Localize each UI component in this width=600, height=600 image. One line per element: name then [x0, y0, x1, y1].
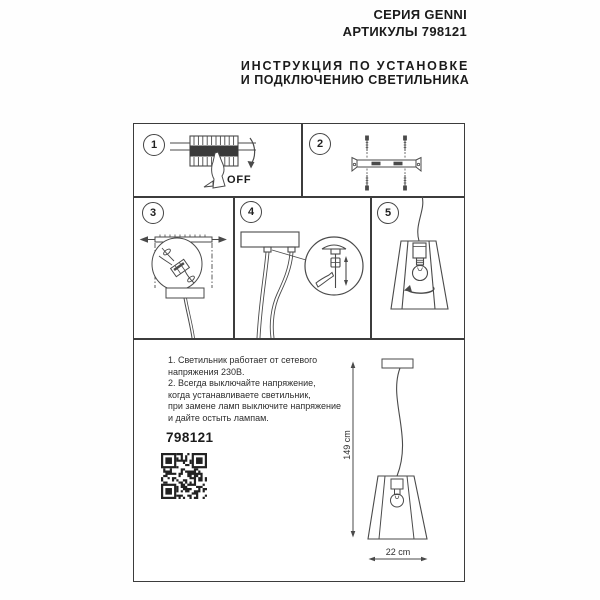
wiring-connection-illustration — [134, 196, 233, 338]
note-line: 1. Светильник работает от сетевого — [168, 355, 318, 365]
bulb-install-illustration — [370, 196, 464, 338]
note-line: при замене ламп выключите напряжение — [168, 401, 342, 412]
rotate-arrow-icon — [404, 285, 412, 292]
off-label: OFF — [227, 174, 252, 186]
step-3-number: 3 — [149, 207, 157, 219]
article-numbers: АРТИКУЛЫ 798121 — [342, 24, 467, 39]
title-line-1: ИНСТРУКЦИЯ ПО УСТАНОВКЕ — [240, 59, 470, 73]
breaker-off-illustration — [134, 124, 301, 196]
document-title — [223, 60, 487, 87]
cord-adjustment-illustration — [233, 196, 370, 338]
header-brand — [343, 6, 467, 40]
lamp-dimensions-illustration — [134, 338, 464, 581]
screw-icon — [404, 169, 407, 191]
arrow-left-icon — [141, 237, 148, 242]
step-2-number: 2 — [316, 138, 324, 150]
title-line-2: И ПОДКЛЮЧЕНИЮ СВЕТИЛЬНИКА — [240, 72, 470, 87]
height-dimension-label: 149 cm — [342, 430, 352, 460]
bracket-screws-illustration — [301, 124, 464, 196]
screw-icon — [404, 136, 407, 158]
screw-icon — [366, 169, 369, 191]
step-1-number: 1 — [150, 139, 158, 151]
dimension-arrow-icon — [351, 362, 428, 562]
note-line: напряжения 230В. — [168, 366, 245, 377]
width-dimension-label: 22 cm — [385, 547, 411, 557]
note-line: и дайте остыть лампам. — [168, 412, 269, 423]
series-title: СЕРИЯ GENNI — [373, 7, 467, 22]
article-number-label: 798121 — [166, 430, 214, 445]
magnifier-circle-icon — [305, 237, 363, 295]
steps-grid — [133, 123, 465, 582]
note-line: 2. Всегда выключайте напряжение, — [168, 378, 316, 389]
screw-icon — [366, 136, 369, 158]
step-5-number: 5 — [384, 207, 392, 219]
note-line: когда устанавливаете светильник, — [168, 389, 311, 400]
step-4-number: 4 — [247, 206, 255, 218]
arrow-right-icon — [219, 237, 226, 242]
